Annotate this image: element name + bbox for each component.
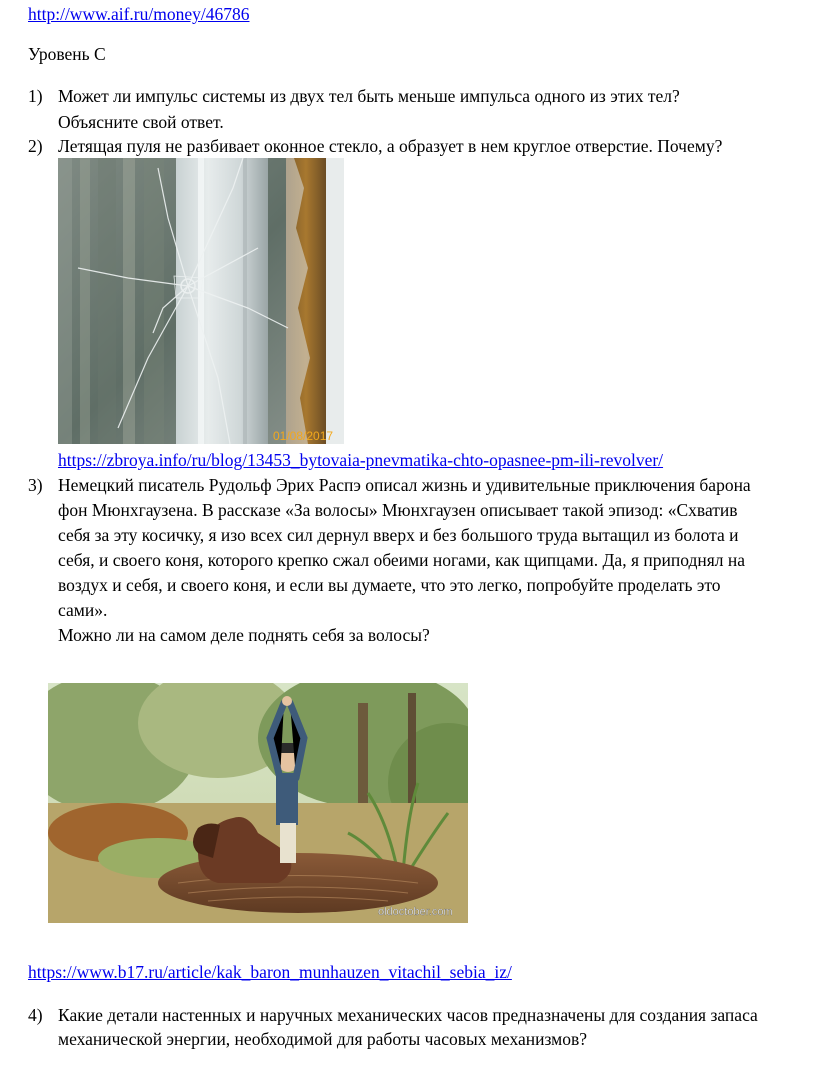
question-number: 1) (28, 86, 43, 106)
question-line: Какие детали настенных и наручных механических часов предназначены для создания запаса (58, 1005, 758, 1025)
question-number: 2) (28, 136, 43, 156)
question-number: 4) (28, 1005, 43, 1025)
question-line: механической энергии, необходимой для работы часовых механизмов? (58, 1029, 587, 1049)
question-line: Можно ли на самом деле поднять себя за волосы? (58, 625, 430, 645)
question-line: себя за эту косичку, я изо всех сил дернул вверх и без большого труда вытащил из болота и (58, 525, 739, 545)
level-heading: Уровень С (28, 44, 106, 64)
question-number: 3) (28, 475, 43, 495)
window-glass-bullet-hole-photo (58, 158, 344, 444)
question-line: воздух и себя, и своего коня, и если вы думаете, что это легко, попробуйте проделать это (58, 575, 721, 595)
question-line: сами». (58, 600, 108, 620)
source-link-b17[interactable]: https://www.b17.ru/article/kak_baron_munhauzen_vitachil_sebia_iz/ (28, 962, 512, 982)
question-line: Может ли импульс системы из двух тел быть меньше импульса одного из этих тел? (58, 86, 680, 106)
illustration-watermark: oldoctober.com (378, 906, 453, 918)
question-line: Летящая пуля не разбивает оконное стекло, а образует в нем круглое отверстие. Почему? (58, 136, 723, 156)
source-link-aif[interactable]: http://www.aif.ru/money/46786 (28, 4, 250, 24)
question-line: себя, и своего коня, которого крепко сжал обеими ногами, как щипцами. Да, я приподнял на (58, 550, 746, 570)
question-line: Объясните свой ответ. (58, 112, 224, 132)
munchausen-pulling-himself-illustration (48, 683, 468, 923)
photo-date-stamp: 01/08/2017 (273, 429, 334, 443)
question-line: фон Мюнхгаузена. В рассказе «За волосы» Мюнхгаузен описывает такой эпизод: «Схватив (58, 500, 738, 520)
question-line: Немецкий писатель Рудольф Эрих Распэ описал жизнь и удивительные приключения барона (58, 475, 751, 495)
source-link-zbroya[interactable]: https://zbroya.info/ru/blog/13453_bytovaia-pnevmatika-chto-opasnee-pm-ili-revolver/ (58, 450, 664, 470)
